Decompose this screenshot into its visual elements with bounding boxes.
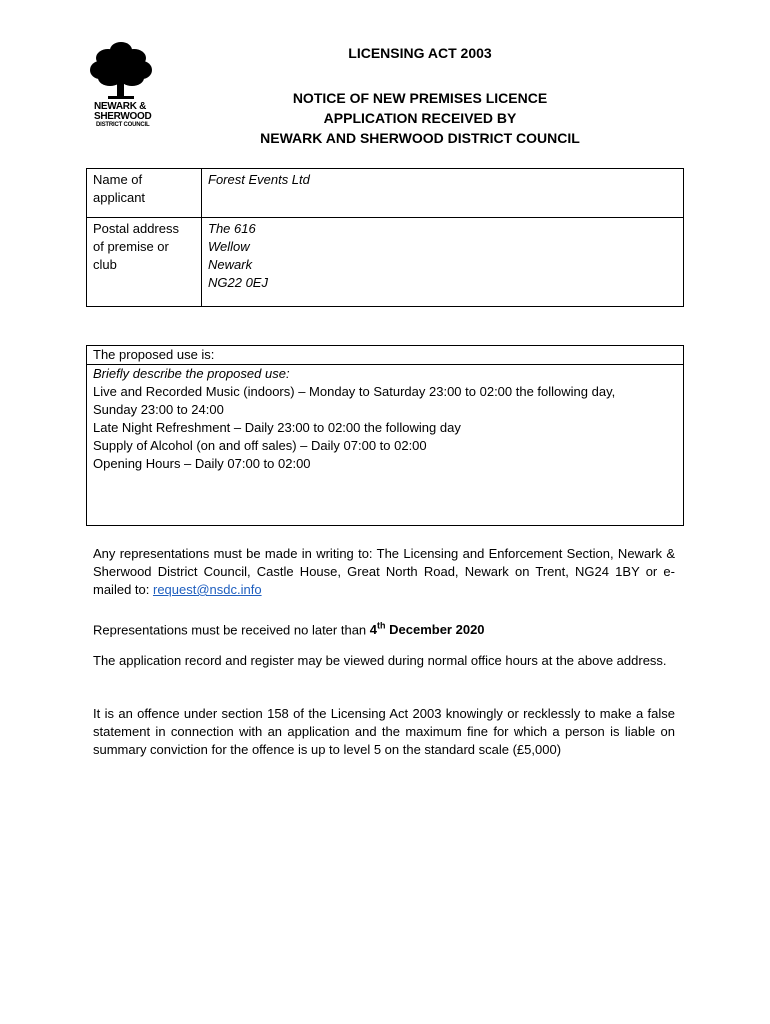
address-line: The 616 [208,221,256,236]
table-row [87,169,684,218]
council-logo [88,40,160,129]
viewing-paragraph: The application record and register may be viewed during normal office hours at the above address. [93,653,667,668]
representations-paragraph [93,545,675,599]
representations-text: Any representations must be made in writing to: The Licensing and Enforcement Section, Newark & Sherwood District Council, Castle House, Great North Road, Newark on Trent, NG24 1BY or e-mailed to: [93,546,675,597]
deadline-date [370,622,485,637]
address-line: NG22 0EJ [208,275,268,290]
proposed-use-line: Opening Hours – Daily 07:00 to 02:00 [93,456,311,471]
table-row [87,218,684,307]
logo-line-1: NEWARK & [94,101,147,112]
proposed-use-title: The proposed use is: [87,346,683,365]
proposed-use-line: Live and Recorded Music (indoors) – Monday to Saturday 23:00 to 02:00 the following day, [93,384,616,399]
label-line: Name of [93,172,143,187]
deadline-paragraph [93,617,675,639]
logo-line-2: SHERWOOD [94,111,152,122]
proposed-use-line: Late Night Refreshment – Daily 23:00 to 02:00 the following day [93,420,461,435]
postal-address-value [202,218,684,307]
notice-heading-line-3: NEWARK AND SHERWOOD DISTRICT COUNCIL [260,130,580,146]
label-line: of premise or [93,239,169,254]
deadline-suffix: th [377,621,386,631]
proposed-use-line: Sunday 23:00 to 24:00 [93,402,224,417]
applicant-table [86,168,684,307]
offence-paragraph: It is an offence under section 158 of the Licensing Act 2003 knowingly or recklessly to make a false statement in connection with an application and the maximum fine for which a person is liable on summary conviction for the offence is up to level 5 on the standard scale (£5,000) [93,706,675,757]
page-title: LICENSING ACT 2003 [348,45,492,61]
applicant-name-label [87,169,202,218]
notice-heading-line-2: APPLICATION RECEIVED BY [323,110,517,126]
proposed-use-box [86,345,684,526]
notice-heading-line-1: NOTICE OF NEW PREMISES LICENCE [292,90,548,106]
deadline-rest: December 2020 [385,622,485,638]
label-line: Postal address [93,221,179,236]
label-line: club [93,257,117,272]
applicant-name-value: Forest Events Ltd [202,169,684,218]
deadline-day: 4 [369,622,378,638]
proposed-use-instruction: Briefly describe the proposed use: [93,366,290,381]
tree-icon [88,40,154,102]
notice-heading [170,88,670,148]
proposed-use-line: Supply of Alcohol (on and off sales) – Daily 07:00 to 02:00 [93,438,427,453]
logo-line-3: DISTRICT COUNCIL [96,122,150,128]
proposed-use-body [87,365,683,473]
address-line: Wellow [208,239,250,254]
deadline-prefix: Representations must be received no later than [93,622,370,638]
label-line: applicant [93,190,146,205]
email-link[interactable]: request@nsdc.info [152,582,262,597]
postal-address-label [87,218,202,307]
address-line: Newark [208,257,253,272]
